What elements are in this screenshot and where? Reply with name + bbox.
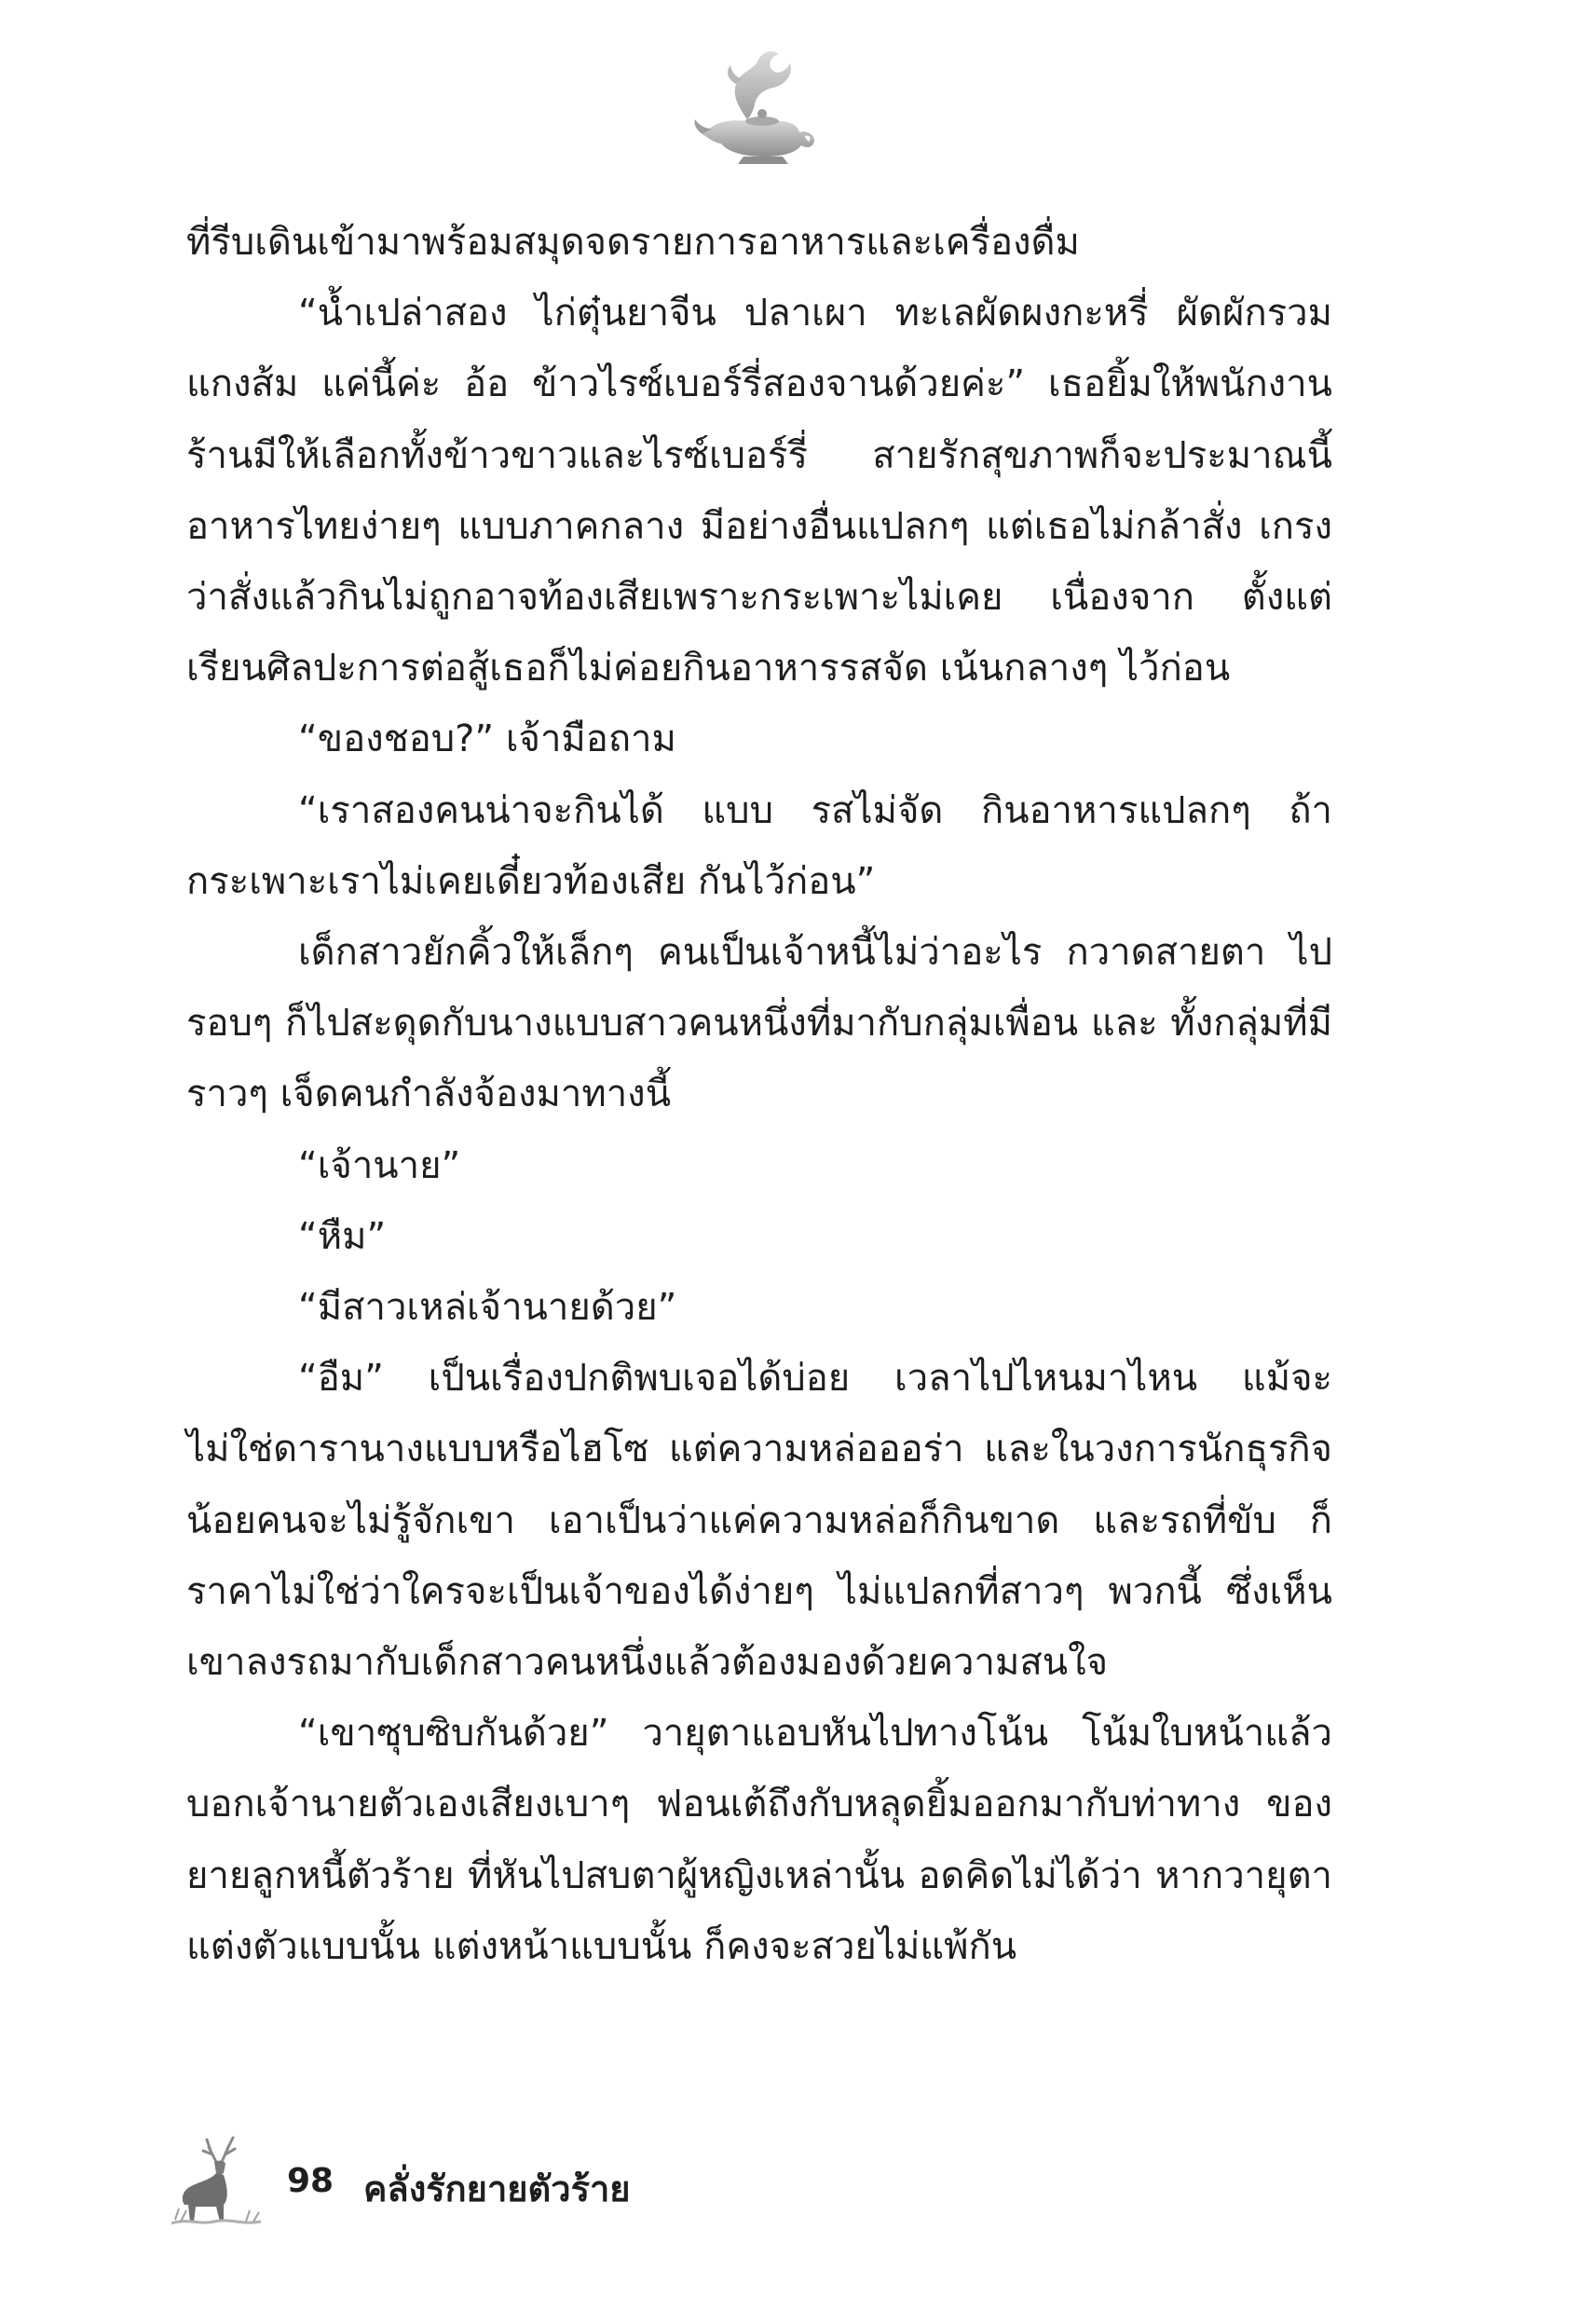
paragraph: “เขาซุบซิบกันด้วย” วายุตาแอบหันไปทางโน้น โน้มใบหน้าแล้ว บอกเจ้านายตัวเองเสียงเบาๆ ฟอนเต้ถึงกับหลุดยิ้มออกมากับท่าทาง ของยายลูกหนี้ตัวร้าย ที่หันไปสบตาผู้หญิงเหล่านั้น อดคิดไม่ได้ว่า หากวายุตาแต่งตัวแบบนั้น แต่งหน้าแบบนั้น ก็คงจะสวยไม่แพ้กัน <box>186 1712 1332 1968</box>
paragraph: “ของชอบ?” เจ้ามือถาม <box>298 718 676 761</box>
paragraph: “หืม” <box>298 1214 387 1258</box>
page-number: 98 <box>287 2162 334 2200</box>
paragraph: “น้ำเปล่าสอง ไก่ตุ๋นยาจีน ปลาเผา ทะเลผัดผงกะหรี่ ผัดผักรวม แกงส้ม แค่นี้ค่ะ อ้อ ข้าวไรซ์เบอร์รี่สองจานด้วยค่ะ” เธอยิ้มให้พนักงาน ร้านมีให้เลือกทั้งข้าวขาวและไรซ์เบอร์รี่ สายรักสุขภาพก็จะประมาณนี้ อาหารไทยง่ายๆ แบบภาคกลาง มีอย่างอื่นแปลกๆ แต่เธอไม่กล้าสั่ง เกรงว่าสั่งแล้วกินไม่ถูกอาจท้องเสียเพราะกระเพาะไม่เคย เนื่องจาก ตั้งแต่เรียนศิลปะการต่อสู้เธอก็ไม่ค่อยกินอาหารรสจัด เน้นกลางๆ ไว้ก่อน <box>186 292 1332 691</box>
book-title: คลั่งรักยายตัวร้าย <box>363 2168 631 2209</box>
paragraph: “มีสาวเหล่เจ้านายด้วย” <box>298 1286 677 1330</box>
genie-lamp-icon <box>689 47 820 168</box>
deer-icon <box>168 2134 270 2227</box>
paragraph: เด็กสาวยักคิ้วให้เล็กๆ คนเป็นเจ้าหนี้ไม่ว่าอะไร กวาดสายตา ไปรอบๆ ก็ไปสะดุดกับนางแบบสาวคนหนึ่งที่มากับกลุ่มเพื่อน และ ทั้งกลุ่มที่มีราวๆ เจ็ดคนกำลังจ้องมาทางนี้ <box>186 931 1332 1116</box>
paragraph: “เราสองคนน่าจะกินได้ แบบ รสไม่จัด กินอาหารแปลกๆ ถ้ากระเพาะเราไม่เคยเดี๋ยวท้องเสีย กันไว้ก่อน” <box>186 788 1332 903</box>
paragraph: “อืม” เป็นเรื่องปกติพบเจอได้บ่อย เวลาไปไหนมาไหน แม้จะ ไม่ใช่ดารานางแบบหรือไฮโซ แต่ความหล่อออร่า และในวงการนักธุรกิจ น้อยคนจะไม่รู้จักเขา เอาเป็นว่าแค่ความหล่อก็กินขาด และรถที่ขับ ก็ราคาไม่ใช่ว่าใครจะเป็นเจ้าของได้ง่ายๆ ไม่แปลกที่สาวๆ พวกนี้ ซึ่งเห็นเขาลงรถมากับเด็กสาวคนหนึ่งแล้วต้องมองด้วยความสนใจ <box>186 1357 1332 1685</box>
page-footer <box>168 2134 913 2227</box>
body-text <box>186 207 1332 1982</box>
paragraph: ที่รีบเดินเข้ามาพร้อมสมุดจดรายการอาหารและเครื่องดื่ม <box>186 221 1080 264</box>
paragraph: “เจ้านาย” <box>298 1143 461 1187</box>
